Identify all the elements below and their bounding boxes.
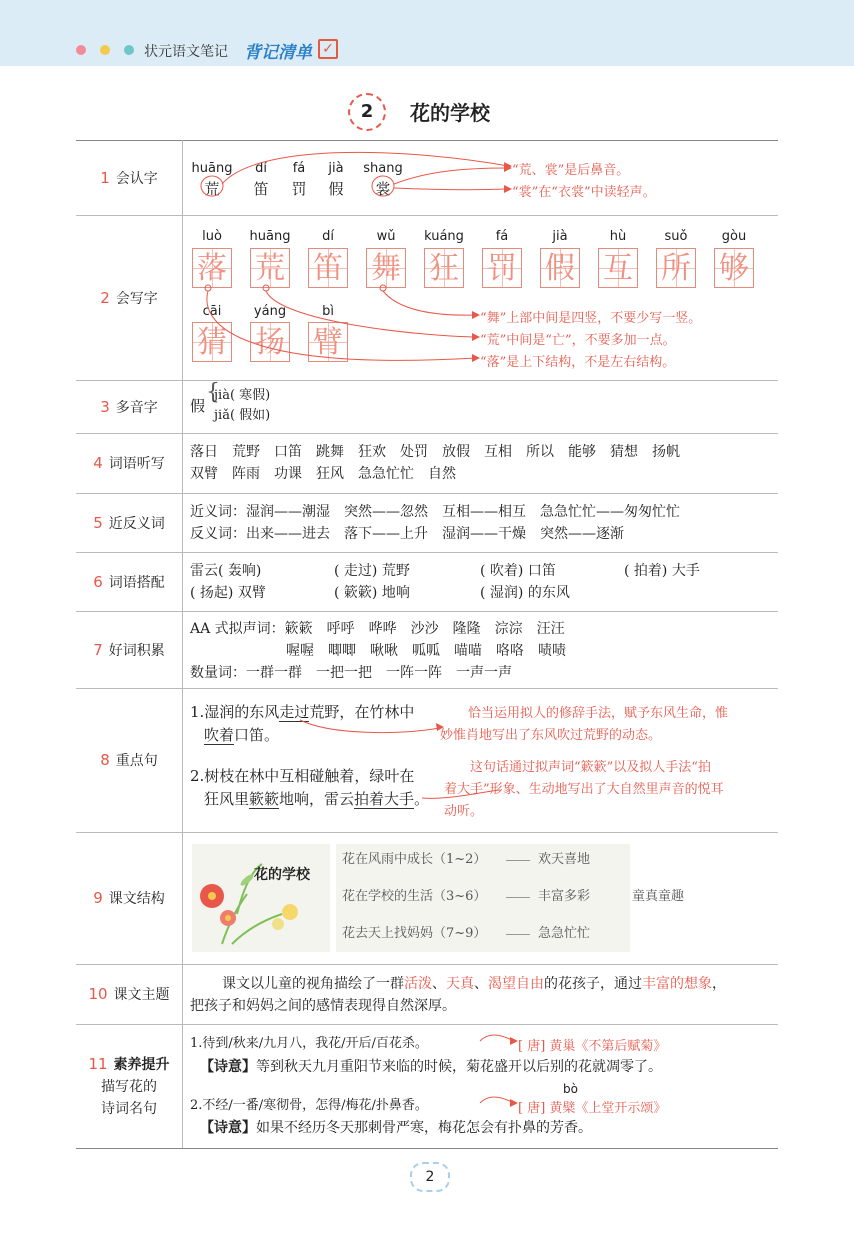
hanzi: 笛 xyxy=(253,180,269,198)
recognize-note-2: “裳”在“衣裳”中读轻声。 xyxy=(512,185,656,200)
writing-grid: 罚 xyxy=(482,248,522,288)
row-label-5: 5 近反义词 xyxy=(93,513,165,532)
pinyin: huāng xyxy=(249,229,291,244)
collocation-item: ( 吹着) 口笛 xyxy=(480,563,556,579)
key-sentence-1-line-1: 1.湿润的东风走过荒野，在竹林中 xyxy=(190,703,415,721)
write-note-1: “舞”上部中间是四竖，不要少写一竖。 xyxy=(480,311,702,326)
row-label-1: 1 会认字 xyxy=(100,168,158,187)
pinyin: cāi xyxy=(202,304,222,319)
pinyin: fá xyxy=(495,229,509,244)
collocation-item: ( 湿润) 的东风 xyxy=(480,585,570,601)
brand-tag: 背记清单 xyxy=(244,43,312,63)
page-number: 2 xyxy=(410,1162,450,1192)
pinyin: huāng xyxy=(191,161,233,176)
dictation-line-2: 双臂 阵雨 功课 狂风 急急忙忙 自然 xyxy=(190,466,456,482)
pinyin: jià xyxy=(552,229,568,244)
pinyin: luò xyxy=(202,229,222,244)
poem-2: 2.不经/一番/寒彻骨，怎得/梅花/扑鼻香。 xyxy=(190,1098,428,1113)
key-note-1-line-1: 恰当运用拟人的修辞手法，赋予东风生命，惟 xyxy=(468,706,729,721)
structure-part-3: 花去天上找妈妈（7~9） xyxy=(342,926,487,941)
pinyin: shang xyxy=(363,161,403,176)
row-label-11: 11 素养提升 描写花的 诗词名句 xyxy=(88,1055,170,1117)
good-words-line-3: 数量词：一群一群 一把一把 一阵一阵 一声一声 xyxy=(190,665,512,681)
key-note-1-line-2: 妙惟肖地写出了东风吹过荒野的动态。 xyxy=(440,728,662,743)
lesson-number: 2 xyxy=(348,93,386,131)
collocation-item: ( 拍着) 大手 xyxy=(624,563,700,579)
dictation-line-1: 落日 荒野 口笛 跳舞 狂欢 处罚 放假 互相 所以 能够 猜想 扬帆 xyxy=(190,444,680,460)
structure-summary: 童真童趣 xyxy=(632,889,685,904)
poem-1-meaning: 【诗意】等到秋天九月重阳节来临的时候，菊花盛开以后别的花就凋零了。 xyxy=(200,1059,662,1075)
row-label-3: 3 多音字 xyxy=(100,397,158,416)
key-sentence-2-line-2: 狂风里簌簌地响，雷云拍着大手。 xyxy=(204,790,430,808)
structure-theme-3: 急急忙忙 xyxy=(538,926,591,941)
key-sentence-2-line-1: 2.树枝在林中互相碰触着，绿叶在 xyxy=(190,767,415,785)
collocation-item: 雷云( 轰响) xyxy=(190,563,262,579)
pinyin: gòu xyxy=(721,229,747,244)
row-label-7: 7 好词积累 xyxy=(93,640,165,659)
writing-grid: 所 xyxy=(656,248,696,288)
writing-grid: 舞 xyxy=(366,248,406,288)
structure-theme-2: 丰富多彩 xyxy=(538,889,591,904)
poem-1-source: [ 唐] 黄巢《不第后赋菊》 xyxy=(518,1039,667,1054)
collocation-item: ( 扬起) 双臂 xyxy=(190,585,266,601)
row-label-8: 8 重点句 xyxy=(100,751,158,769)
lesson-title: 花的学校 xyxy=(410,101,490,125)
poem-2-source: [ 唐] 黄檗《上堂开示颂》 xyxy=(518,1101,667,1116)
poem-2-meaning: 【诗意】如果不经历冬天那刺骨严寒，梅花怎会有扑鼻的芳香。 xyxy=(200,1120,592,1136)
writing-grid: 猜 xyxy=(192,322,232,362)
hanzi: 荒 xyxy=(204,180,220,198)
brand-name: 状元语文笔记 xyxy=(144,44,228,60)
pinyin: dí xyxy=(322,229,334,244)
hanzi: 裳 xyxy=(375,180,391,198)
row-label-2: 2 会写字 xyxy=(100,288,158,307)
writing-grid: 互 xyxy=(598,248,638,288)
pinyin-bo: bò xyxy=(563,1082,578,1096)
hanzi: 假 xyxy=(328,180,344,198)
row-label-10: 10 课文主题 xyxy=(88,985,170,1003)
writing-grid: 假 xyxy=(540,248,580,288)
pinyin: yáng xyxy=(253,304,287,319)
polyphone-reading-1: jià( 寒假) xyxy=(214,388,271,403)
pinyin: fá xyxy=(292,161,306,176)
picture-title: 花的学校 xyxy=(254,867,310,883)
pinyin: hù xyxy=(609,229,627,244)
good-words-line-1: AA 式拟声词：簌簌 呼呼 哗哗 沙沙 隆隆 淙淙 汪汪 xyxy=(190,621,565,637)
key-note-2-line-3: 动听。 xyxy=(444,804,484,819)
theme-line-2: 把孩子和妈妈之间的感情表现得自然深厚。 xyxy=(190,998,456,1014)
writing-grid: 落 xyxy=(192,248,232,288)
key-sentence-1-line-2: 吹着口笛。 xyxy=(204,726,280,744)
polyphone-reading-2: jiǎ( 假如) xyxy=(214,408,271,423)
collocation-item: ( 走过) 荒野 xyxy=(334,563,410,579)
poem-1: 1.待到/秋来/九月八，我花/开后/百花杀。 xyxy=(190,1036,428,1051)
hanzi: 罚 xyxy=(291,180,307,198)
key-note-2-line-2: 着大手”形象、生动地写出了大自然里声音的悦耳 xyxy=(444,782,724,797)
writing-grid: 臂 xyxy=(308,322,348,362)
recognize-note-1: “荒、裳”是后鼻音。 xyxy=(512,163,630,178)
pinyin: wǔ xyxy=(376,229,396,244)
writing-grid: 扬 xyxy=(250,322,290,362)
checkmark-icon: ✓ xyxy=(318,39,338,59)
row-label-9: 9 课文结构 xyxy=(93,889,165,907)
theme-line-1: 课文以儿童的视角描绘了一群活泼、天真、渴望自由的花孩子，通过丰富的想象， xyxy=(222,976,726,992)
pinyin: jià xyxy=(328,161,344,176)
good-words-line-2: 喔喔 唧唧 啾啾 呱呱 喵喵 咯咯 啧啧 xyxy=(286,643,566,659)
writing-grid: 笛 xyxy=(308,248,348,288)
polyphone-char: 假 xyxy=(190,397,206,415)
pinyin: suǒ xyxy=(664,229,688,244)
structure-part-2: 花在学校的生活（3~6） xyxy=(342,889,487,904)
writing-grid: 狂 xyxy=(424,248,464,288)
write-note-2: “荒”中间是“亡”，不要多加一点。 xyxy=(480,333,676,348)
writing-grid: 荒 xyxy=(250,248,290,288)
pinyin: bì xyxy=(322,304,334,319)
pinyin: dí xyxy=(255,161,267,176)
antonyms-line: 反义词：出来——进去 落下——上升 湿润——干燥 突然——逐渐 xyxy=(190,526,624,542)
synonyms-line: 近义词：湿润——潮湿 突然——忽然 互相——相互 急急忙忙——匆匆忙忙 xyxy=(190,504,680,520)
collocation-item: ( 簌簌) 地响 xyxy=(334,585,410,601)
writing-grid: 够 xyxy=(714,248,754,288)
write-note-3: “落”是上下结构，不是左右结构。 xyxy=(480,355,676,370)
row-label-4: 4 词语听写 xyxy=(93,454,165,472)
brace-icon: { xyxy=(206,380,220,405)
structure-theme-1: 欢天喜地 xyxy=(538,852,591,867)
row-label-6: 6 词语搭配 xyxy=(93,572,165,591)
pinyin: kuáng xyxy=(424,229,464,244)
key-note-2-line-1: 这句话通过拟声词“簌簌”以及拟人手法“拍 xyxy=(470,760,711,775)
structure-part-1: 花在风雨中成长（1~2） xyxy=(342,852,487,867)
